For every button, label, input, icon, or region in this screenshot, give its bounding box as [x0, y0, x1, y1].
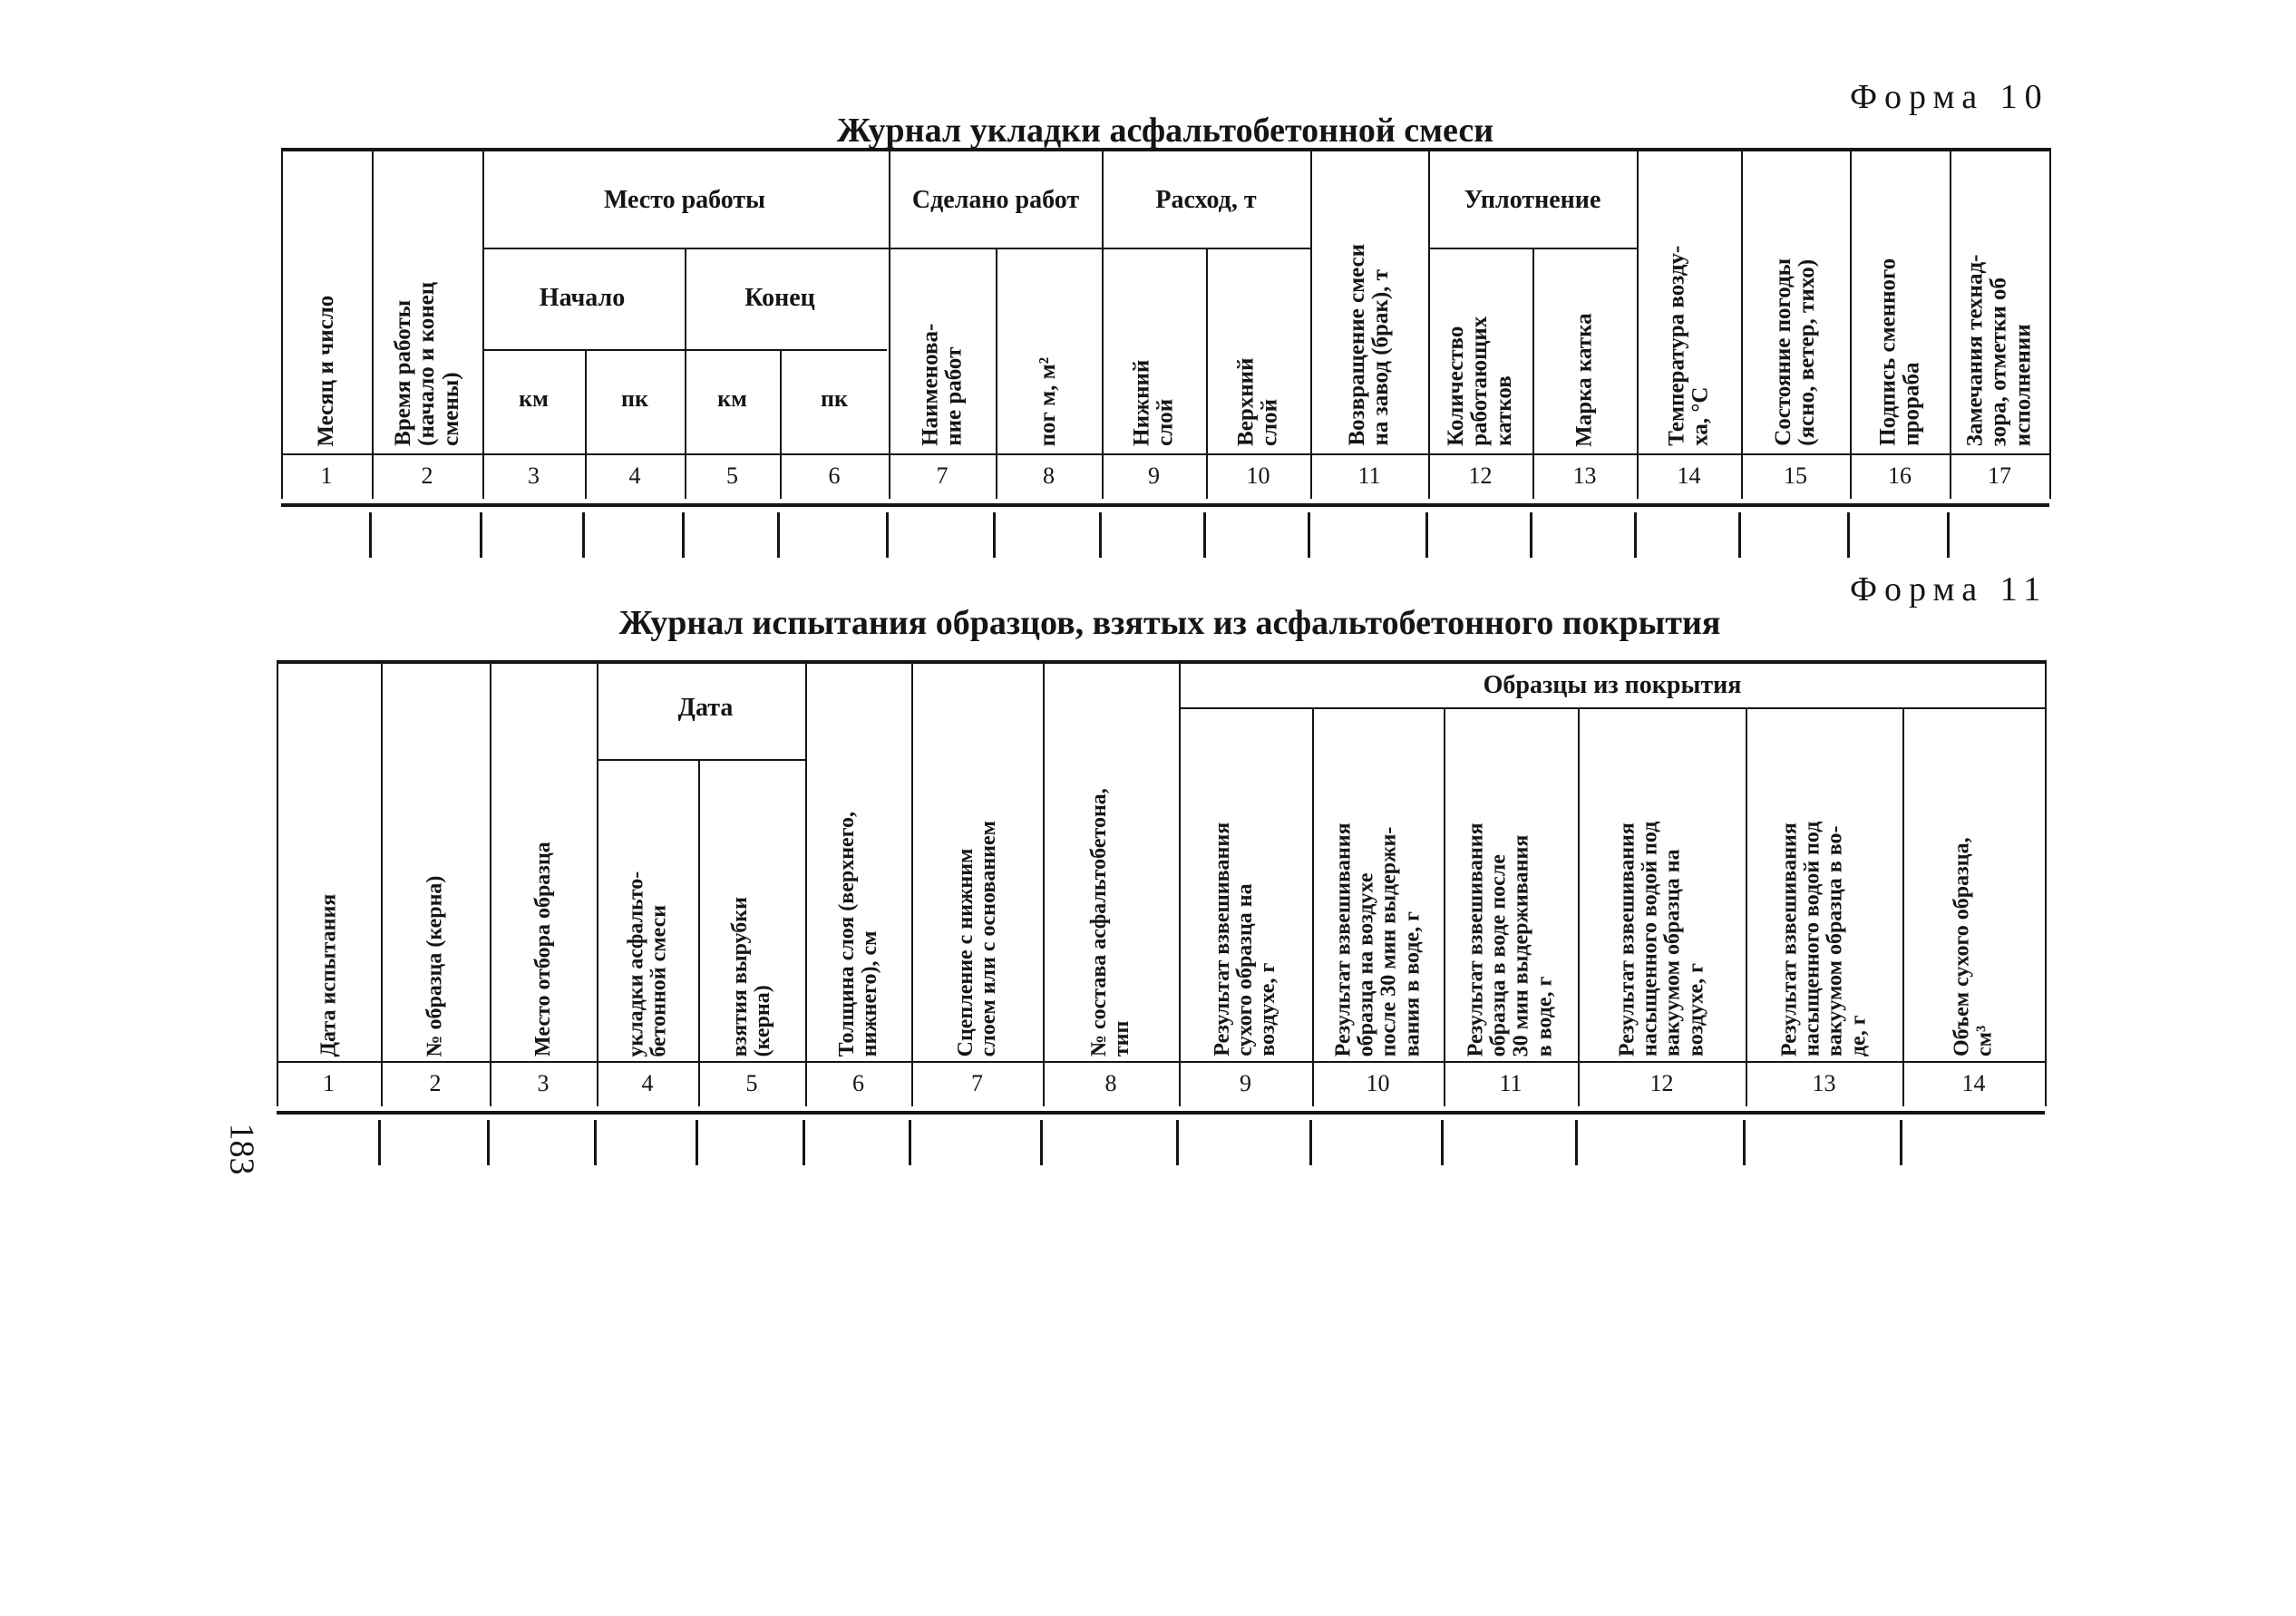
blank-row-tick: [1099, 512, 1102, 558]
blank-row-tick: [378, 1120, 381, 1165]
form-11-label: Форма 11: [1850, 570, 2048, 608]
column-header: [1332, 823, 1424, 1056]
group-start: Начало: [539, 284, 626, 312]
column-divider: [1578, 707, 1580, 1106]
blank-row-tick: [1176, 1120, 1179, 1165]
column-divider: [585, 349, 587, 499]
page-number: 183: [222, 1123, 261, 1175]
column-divider: [698, 759, 700, 1106]
column-number: 2: [429, 1070, 442, 1096]
column-header-line: де, г: [1845, 1015, 1870, 1057]
blank-row-tick: [1040, 1120, 1043, 1165]
blank-row-tick: [369, 512, 372, 558]
column-header-line: слоем или с основанием: [976, 820, 1000, 1057]
column-number: 12: [1468, 462, 1493, 489]
blank-row-tick: [1308, 512, 1310, 558]
column-divider: [1310, 148, 1312, 499]
column-number: 4: [641, 1070, 654, 1096]
column-header-line: Марка катка: [1571, 312, 1597, 447]
column-divider: [1637, 148, 1639, 499]
table-top-rule: [281, 148, 2049, 151]
blank-row-tick: [1738, 512, 1741, 558]
blank-row-tick: [803, 1120, 805, 1165]
column-divider: [1741, 148, 1743, 499]
column-header: [1130, 360, 1178, 446]
column-header: [1573, 313, 1597, 446]
column-number: 13: [1812, 1070, 1836, 1096]
column-header: [729, 897, 774, 1056]
column-divider: [597, 660, 598, 1106]
column-header-line: зора, отметки об: [1986, 277, 2011, 446]
column-number: 6: [852, 1070, 864, 1096]
column-header: [836, 812, 881, 1056]
column-header: [1088, 788, 1133, 1056]
column-header-line: работающих: [1467, 316, 1493, 446]
column-header: [1234, 358, 1282, 446]
column-header: [317, 893, 340, 1056]
blank-row-tick: [1530, 512, 1532, 558]
column-header-line: взятия вырубки: [727, 897, 752, 1057]
column-header: [423, 875, 446, 1056]
header-bottom-rule: [277, 1061, 2045, 1063]
column-number: 6: [828, 462, 841, 489]
column-divider: [490, 660, 491, 1106]
blank-row-tick: [1309, 1120, 1312, 1165]
column-number: 8: [1043, 462, 1055, 489]
column-number: 12: [1649, 1070, 1674, 1096]
column-header-line: Количество: [1444, 326, 1469, 446]
group-date: Дата: [677, 694, 734, 722]
column-header-line: вакуумом образца в во-: [1823, 825, 1847, 1057]
column-header-line: Результат взвешивания: [1464, 822, 1488, 1056]
column-divider: [1950, 148, 1951, 499]
column-header-line: Нижний: [1129, 359, 1154, 446]
column-number: 10: [1366, 1070, 1390, 1096]
column-divider: [1428, 148, 1430, 499]
column-header-line: № образца (керна): [423, 875, 447, 1057]
column-header-line: Объем сухого образца,: [1950, 837, 1974, 1056]
column-divider: [805, 660, 807, 1106]
column-header-line: слой: [1257, 398, 1282, 446]
column-header-line: пог м, м²: [1036, 356, 1061, 446]
column-header-line: вакуумом образца на: [1660, 849, 1685, 1057]
column-header-line: сухого образца на: [1232, 883, 1257, 1056]
column-header-line: ха, °С: [1688, 386, 1713, 446]
column-header: пк: [621, 385, 648, 412]
group-consumption: Расход, т: [1155, 186, 1257, 214]
group-samples: Образцы из покрытия: [1483, 671, 1742, 699]
column-header: [315, 295, 338, 446]
column-header-line: вания в воде, г: [1399, 910, 1424, 1056]
column-header-line: (начало и конец: [413, 281, 439, 446]
column-header: [1951, 837, 1996, 1056]
column-divider: [281, 148, 283, 499]
column-divider: [381, 660, 383, 1106]
column-divider: [1312, 707, 1314, 1106]
blank-row-tick: [480, 512, 482, 558]
table-numbers-rule: [277, 1111, 2045, 1115]
blank-row-tick: [1575, 1120, 1578, 1165]
column-header-line: воздухе, г: [1256, 962, 1280, 1056]
blank-row-tick: [1441, 1120, 1444, 1165]
group-place: Место работы: [603, 186, 766, 214]
column-divider: [1532, 248, 1534, 499]
column-header-line: Результат взвешивания: [1615, 823, 1639, 1057]
blank-row-tick: [594, 1120, 597, 1165]
column-number: 11: [1499, 1070, 1523, 1096]
column-header-line: Верхний: [1233, 357, 1259, 446]
column-header: [1445, 316, 1516, 446]
column-header-line: ние работ: [941, 346, 967, 446]
column-header: [1616, 822, 1707, 1056]
column-header-line: катков: [1491, 375, 1516, 446]
blank-row-tick: [909, 1120, 911, 1165]
column-header: [1465, 823, 1557, 1056]
column-header-line: Наименова-: [917, 323, 942, 446]
column-header-line: Дата испытания: [316, 893, 340, 1056]
column-number: 7: [971, 1070, 983, 1096]
header-divider: [1179, 707, 2045, 709]
column-header-line: Место отбора образца: [530, 842, 555, 1056]
column-divider: [1444, 707, 1445, 1106]
column-header-line: Подпись сменного: [1874, 258, 1900, 446]
column-header-line: в воде, г: [1532, 976, 1557, 1056]
column-number: 1: [320, 462, 333, 489]
column-header: пк: [821, 385, 848, 412]
column-header: км: [519, 385, 549, 412]
column-number: 14: [1677, 462, 1701, 489]
column-header: км: [717, 385, 747, 412]
column-number: 15: [1784, 462, 1807, 489]
column-header-line: образца на воздухе: [1354, 871, 1378, 1056]
column-number: 2: [421, 462, 433, 489]
column-header: [1772, 258, 1820, 446]
column-number: 9: [1240, 1070, 1251, 1096]
column-header-line: тип: [1109, 1020, 1133, 1057]
column-divider: [1850, 148, 1852, 499]
column-header-line: слой: [1153, 398, 1178, 446]
column-header-line: № состава асфальтобетона,: [1086, 788, 1111, 1057]
column-divider: [372, 148, 374, 499]
column-divider: [780, 349, 782, 499]
column-header-line: нижнего), см: [857, 930, 881, 1057]
header-bottom-rule: [281, 453, 2049, 455]
column-number: 7: [936, 462, 949, 489]
column-header-line: после 30 мин выдержи-: [1377, 826, 1401, 1056]
column-number: 11: [1357, 462, 1381, 489]
column-header: [392, 282, 463, 446]
column-divider: [1043, 660, 1045, 1106]
blank-row-tick: [1425, 512, 1428, 558]
group-end: Конец: [744, 284, 815, 312]
column-divider: [482, 148, 484, 499]
blank-row-tick: [886, 512, 889, 558]
column-header-line: на завод (брак), т: [1367, 269, 1393, 446]
column-header-line: Состояние погоды: [1770, 258, 1795, 446]
column-number: 10: [1246, 462, 1270, 489]
column-number: 5: [726, 462, 738, 489]
column-divider: [996, 248, 997, 499]
column-header-line: Месяц и число: [313, 295, 338, 446]
column-header-line: Время работы: [390, 299, 415, 446]
column-header: [1963, 254, 2035, 446]
column-header-line: (керна): [751, 985, 775, 1057]
column-header-line: Температура возду-: [1664, 245, 1689, 446]
column-divider: [911, 660, 913, 1106]
column-number: 14: [1961, 1070, 1986, 1096]
column-header-line: (ясно, ветер, тихо): [1794, 258, 1819, 446]
group-done: Сделано работ: [911, 186, 1080, 214]
blank-row-tick: [487, 1120, 490, 1165]
column-header-line: Возвращение смеси: [1344, 243, 1369, 446]
column-header: [919, 324, 967, 446]
column-header-line: Результат взвешивания: [1777, 823, 1802, 1057]
column-header-line: прораба: [1899, 362, 1924, 446]
blank-row-tick: [1947, 512, 1950, 558]
column-number: 13: [1572, 462, 1597, 489]
blank-row-tick: [1847, 512, 1850, 558]
column-number: 4: [628, 462, 641, 489]
blank-row-tick: [1634, 512, 1637, 558]
column-header: [955, 821, 1000, 1056]
column-number: 16: [1888, 462, 1912, 489]
column-header: [1036, 356, 1060, 446]
column-divider: [2049, 148, 2051, 499]
blank-row-tick: [1203, 512, 1206, 558]
column-divider: [1179, 660, 1181, 1106]
column-header-line: Результат взвешивания: [1331, 822, 1356, 1056]
blank-row-tick: [993, 512, 996, 558]
column-header: [1211, 823, 1280, 1056]
column-header-line: Результат взвешивания: [1210, 822, 1234, 1056]
blank-row-tick: [1900, 1120, 1902, 1165]
blank-row-tick: [582, 512, 585, 558]
column-header: [1778, 822, 1870, 1056]
column-divider: [1746, 707, 1747, 1106]
blank-row-tick: [696, 1120, 698, 1165]
form-11-title: Журнал испытания образцов, взятых из асфальтобетонного покрытия: [618, 604, 1721, 642]
column-header-line: смены): [438, 372, 463, 446]
column-header-line: 30 мин выдерживания: [1509, 834, 1533, 1056]
form-10-label: Форма 10: [1850, 78, 2049, 116]
column-divider: [889, 148, 890, 499]
column-header: [1346, 244, 1394, 446]
column-number: 17: [1988, 462, 2011, 489]
column-header-line: насыщенного водой под: [1638, 821, 1662, 1057]
column-header: [531, 842, 554, 1056]
column-divider: [277, 660, 278, 1106]
header-divider: [598, 759, 805, 761]
column-divider: [1206, 248, 1208, 499]
column-number: 9: [1148, 462, 1160, 489]
column-header-line: насыщенного водой под: [1800, 821, 1824, 1057]
column-number: 3: [528, 462, 540, 489]
column-header: [1876, 258, 1924, 446]
column-header-line: см³: [1972, 1025, 1997, 1056]
blank-row-tick: [777, 512, 780, 558]
column-header-line: Сцепление с нижним: [953, 848, 978, 1057]
column-header: [1665, 246, 1713, 446]
table-numbers-rule: [281, 503, 2049, 507]
column-number: 8: [1104, 1070, 1117, 1096]
column-number: 3: [537, 1070, 550, 1096]
column-header: [625, 871, 670, 1056]
column-header-line: Замечания технад-: [1962, 254, 1988, 446]
column-header-line: воздухе, г: [1683, 962, 1707, 1057]
column-header-line: исполнении: [2009, 323, 2035, 446]
blank-row-tick: [1743, 1120, 1746, 1165]
column-number: 5: [745, 1070, 758, 1096]
group-compaction: Уплотнение: [1464, 186, 1601, 214]
form-10-title: Журнал укладки асфальтобетонной смеси: [836, 112, 1494, 150]
column-divider: [1102, 148, 1104, 499]
blank-row-tick: [682, 512, 685, 558]
column-header-line: Толщина слоя (верхнего,: [834, 812, 859, 1057]
column-header-line: укладки асфальто-: [623, 871, 647, 1057]
column-number: 1: [323, 1070, 335, 1096]
column-header-line: бетонной смеси: [646, 904, 670, 1057]
column-divider: [685, 248, 686, 499]
column-header-line: образца в воде после: [1486, 853, 1511, 1056]
table-top-rule: [277, 660, 2045, 664]
column-divider: [2045, 660, 2047, 1106]
column-divider: [1902, 707, 1904, 1106]
